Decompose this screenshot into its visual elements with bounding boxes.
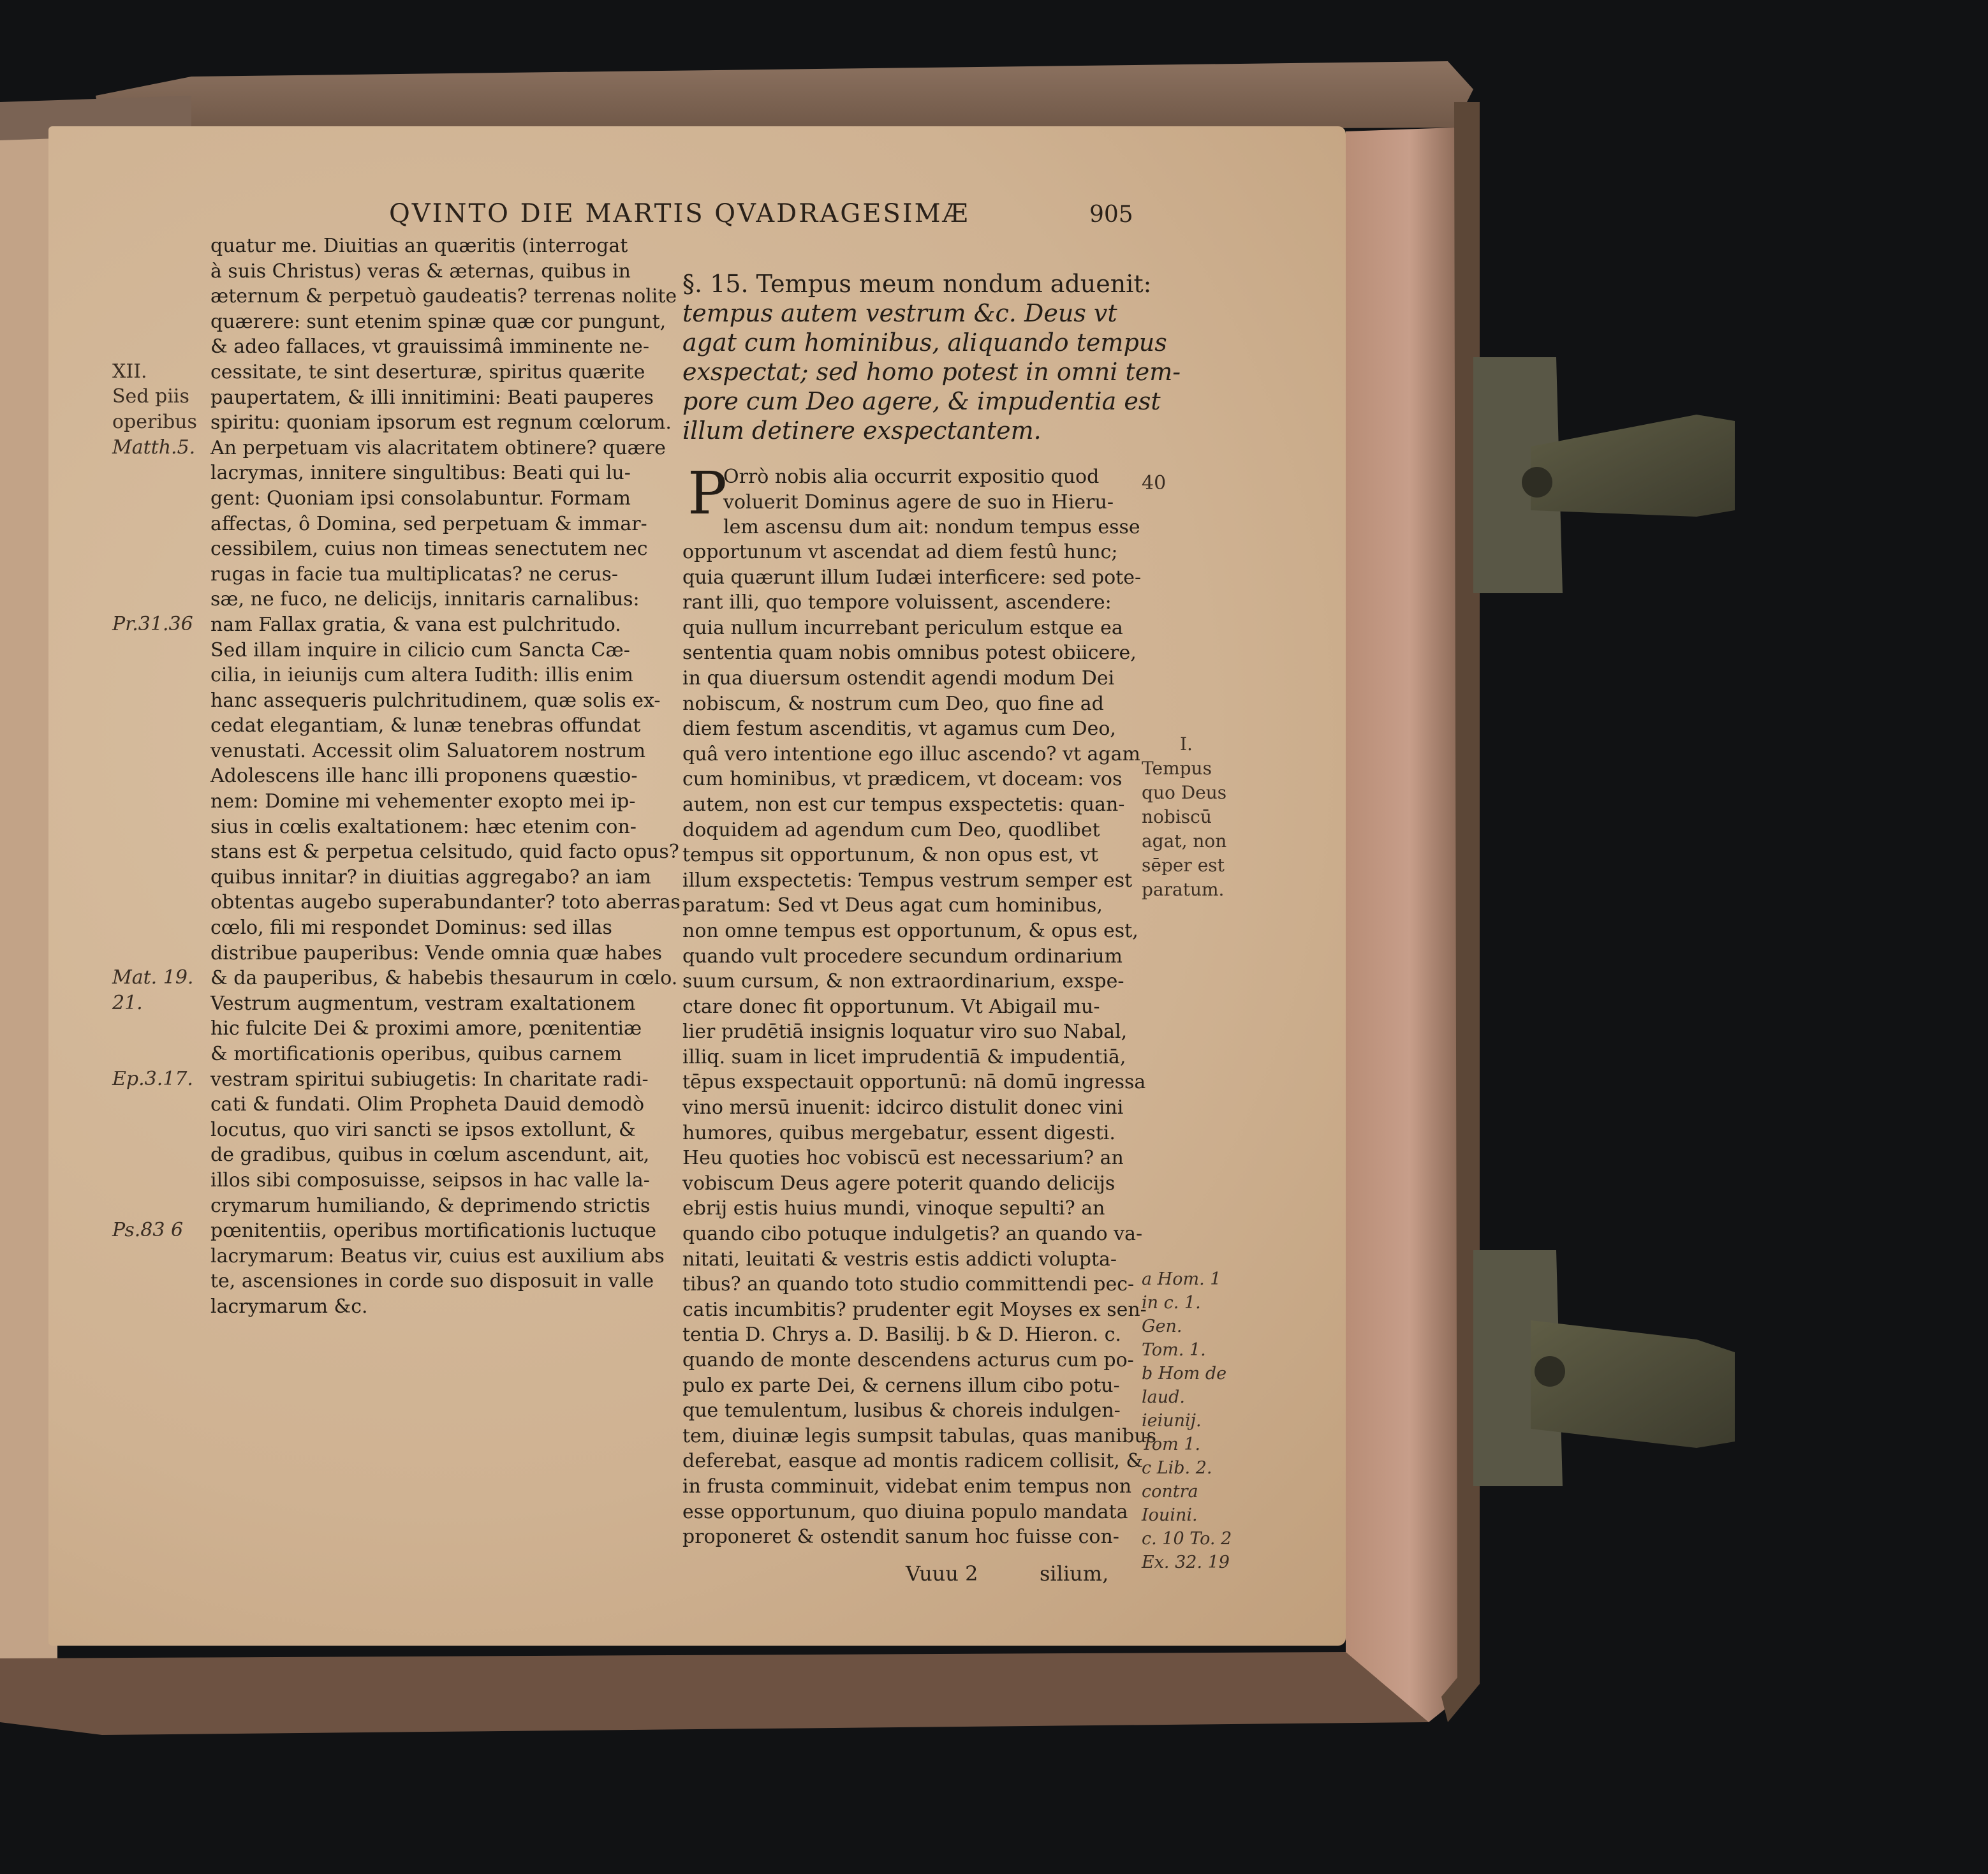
text-line: crymarum humiliando, & deprimendo strictis xyxy=(210,1194,651,1217)
text-line: lacrymarum &c. xyxy=(210,1295,368,1318)
top-cover xyxy=(96,61,1473,134)
signature-mark: Vuuu 2 xyxy=(906,1561,978,1586)
text-line: stans est & perpetua celsitudo, quid facto opus? xyxy=(210,841,679,864)
text-line: lier prudētiā insignis loquatur viro suo Nabal, xyxy=(682,1021,1128,1044)
text-line: que temulentum, lusibus & choreis indulgen- xyxy=(682,1399,1121,1422)
section-margin-note: nobiscū xyxy=(1142,806,1212,827)
text-line: tibus? an quando toto studio committendi pec- xyxy=(682,1273,1135,1296)
text-line: hanc assequeris pulchritudinem, quæ solis ex- xyxy=(210,689,661,712)
margin-note: Matth.5. xyxy=(112,436,196,459)
text-line: proponeret & ostendit sanum hoc fuisse con- xyxy=(682,1526,1119,1549)
text-line: autem, non est cur tempus exspectetis: quan- xyxy=(682,793,1125,816)
text-line: nem: Domine mi vehementer exopto mei ip- xyxy=(210,790,636,813)
text-line: catis incumbitis? prudenter egit Moyses ex sen- xyxy=(682,1298,1147,1321)
right-column-opening xyxy=(723,464,1140,540)
lower-clasp-rivet xyxy=(1535,1356,1565,1387)
section-margin-note: Tempus xyxy=(1142,758,1212,779)
reference-note: ieiunij. xyxy=(1142,1411,1202,1431)
reference-note: laud. xyxy=(1142,1387,1185,1407)
margin-note: Mat. 19. xyxy=(112,966,194,989)
text-line: ctare donec fit opportunum. Vt Abigail mu- xyxy=(682,995,1100,1018)
heading-line: pore cum Deo agere, & impudentia est xyxy=(682,387,1161,415)
text-line: in qua diuersum ostendit agendi modum Dei xyxy=(682,667,1115,690)
text-line: locutus, quo viri sancti se ipsos extollunt, & xyxy=(210,1118,636,1141)
text-line: tentia D. Chrys a. D. Basilij. b & D. Hieron. c. xyxy=(682,1324,1121,1346)
text-line: cessitate, te sint deserturæ, spiritus quærite xyxy=(210,360,645,383)
section-margin-note: quo Deus xyxy=(1142,782,1227,803)
text-line: vino mersū inuenit: idcirco distulit donec vini xyxy=(682,1096,1124,1119)
text-line: Sed illam inquire in cilicio cum Sancta Cæ- xyxy=(210,638,630,661)
page-number: 905 xyxy=(1089,202,1133,228)
text-line: obtentas augebo superabundanter? toto aberras xyxy=(210,891,681,914)
reference-note: Tom 1. xyxy=(1142,1435,1201,1454)
text-line: sæ, ne fuco, ne delicijs, innitaris carnalibus: xyxy=(210,588,640,611)
text-line: sius in cœlis exaltationem: hæc etenim con- xyxy=(210,815,637,838)
text-line: lem ascensu dum ait: nondum tempus esse xyxy=(723,516,1140,539)
text-line: pulo ex parte Dei, & cernens illum cibo potu- xyxy=(682,1374,1120,1397)
text-line: quando de monte descendens acturus cum po- xyxy=(682,1349,1134,1371)
left-text-column xyxy=(210,233,681,1320)
text-line: sententia quam nobis omnibus potest obiicere, xyxy=(682,642,1137,665)
text-line: Adolescens ille hanc illi proponens quæstio- xyxy=(210,765,638,788)
upper-clasp-rivet xyxy=(1522,467,1552,498)
text-line: te, ascensiones in corde suo disposuit in valle xyxy=(210,1270,654,1293)
text-line: à suis Christus) veras & æternas, quibus in xyxy=(210,260,631,283)
text-line: paratum: Sed vt Deus agat cum hominibus, xyxy=(682,894,1103,917)
text-line: quâ vero intentione ego illuc ascendo? vt agam xyxy=(682,742,1140,765)
text-line: pœnitentiis, operibus mortificationis luctuque xyxy=(210,1220,657,1243)
text-line: Heu quoties hoc vobiscū est necessarium? an xyxy=(682,1147,1124,1170)
text-line: affectas, ô Domina, sed perpetuam & immar- xyxy=(210,512,647,535)
running-title: QVINTO DIE MARTIS QVADRAGESIMÆ xyxy=(389,199,970,228)
text-line: diem festum ascenditis, vt agamus cum Deo, xyxy=(682,718,1116,741)
section-heading xyxy=(682,269,1181,445)
reference-note: Gen. xyxy=(1142,1317,1182,1336)
reference-note: c. 10 To. 2 xyxy=(1142,1529,1232,1549)
text-line: An perpetuam vis alacritatem obtinere? quære xyxy=(210,436,666,459)
text-line: deferebat, easque ad montis radicem collisit, & xyxy=(682,1450,1144,1473)
text-line: esse opportunum, quo diuina populo mandata xyxy=(682,1500,1128,1523)
text-line: opportunum vt ascendat ad diem festû hunc; xyxy=(682,541,1118,563)
margin-note: Ps.83 6 xyxy=(112,1219,184,1242)
text-line: quando vult procedere secundum ordinarium xyxy=(682,945,1123,968)
text-line: cum hominibus, vt prædicem, vt doceam: vos xyxy=(682,768,1123,791)
text-line: tem, diuinæ legis sumpsit tabulas, quas manibus xyxy=(682,1424,1157,1447)
heading-line: §. 15. Tempus meum nondum aduenit: xyxy=(682,270,1152,298)
margin-note: Pr.31.36 xyxy=(112,612,193,635)
text-line: humores, quibus mergebatur, essent digesti. xyxy=(682,1121,1115,1144)
text-line: non omne tempus est opportunum, & opus est, xyxy=(682,919,1138,942)
lower-clasp-strap xyxy=(1531,1320,1735,1448)
reference-note: contra xyxy=(1142,1482,1198,1501)
text-line: nobiscum, & nostrum cum Deo, quo fine ad xyxy=(682,692,1104,715)
section-margin-note: agat, non xyxy=(1142,830,1227,852)
text-line: distribue pauperibus: Vende omnia quæ habes xyxy=(210,941,663,964)
text-line: lacrymas, innitere singultibus: Beati qui lu- xyxy=(210,462,631,485)
reference-note: b Hom de xyxy=(1142,1364,1227,1383)
text-line: ebrij estis huius mundi, vinoque sepulti? an xyxy=(682,1197,1105,1220)
margin-note: 21. xyxy=(112,991,143,1014)
text-line: cœlo, fili mi respondet Dominus: sed illas xyxy=(210,917,612,940)
reference-note: in c. 1. xyxy=(1142,1293,1201,1313)
text-line: hic fulcite Dei & proximi amore, pœnitentiæ xyxy=(210,1017,642,1040)
bottom-cover xyxy=(0,1652,1429,1735)
text-line: & adeo fallaces, vt grauissimâ imminente ne- xyxy=(210,336,649,358)
text-line: nitati, leuitati & vestris estis addicti volupta- xyxy=(682,1248,1117,1271)
section-margin-note: sēper est xyxy=(1142,855,1225,876)
text-line: cilia, in ieiunijs cum altera Iudith: illis enim xyxy=(210,664,633,687)
text-line: cessibilem, cuius non timeas senectutem nec xyxy=(210,538,648,561)
text-line: paupertatem, & illi innitimini: Beati pauperes xyxy=(210,386,654,409)
text-line: quia quærunt illum Iudæi interficere: sed pote- xyxy=(682,566,1142,589)
reference-note: c Lib. 2. xyxy=(1142,1458,1212,1478)
section-margin-note: I. xyxy=(1180,734,1193,755)
text-line: æternum & perpetuò gaudeatis? terrenas nolite xyxy=(210,285,677,308)
text-line: rugas in facie tua multiplicatas? ne cerus- xyxy=(210,563,619,586)
text-line: & da pauperibus, & habebis thesaurum in cœlo. xyxy=(210,967,678,990)
text-line: quatur me. Diuitias an quæritis (interrogat xyxy=(210,235,628,257)
right-text-column xyxy=(682,540,1157,1550)
reference-note: a Hom. 1 xyxy=(1142,1269,1221,1289)
section-margin-note: paratum. xyxy=(1142,879,1225,900)
text-line: illos sibi composuisse, seipsos in hac valle la- xyxy=(210,1169,650,1192)
text-line: tēpus exspectauit opportunū: nā domū ingressa xyxy=(682,1071,1146,1094)
text-line: voluerit Dominus agere de suo in Hieru- xyxy=(723,491,1114,513)
text-line: illum exspectetis: Tempus vestrum semper est xyxy=(682,869,1133,892)
heading-line: agat cum hominibus, aliquando tempus xyxy=(682,328,1167,357)
text-line: quibus innitar? in diuitias aggregabo? an iam xyxy=(210,866,651,889)
text-line: quia nullum incurrebant periculum estque ea xyxy=(682,616,1123,639)
text-line: in frusta comminuit, videbat enim tempus non xyxy=(682,1475,1132,1498)
reference-note: Iouini. xyxy=(1142,1505,1198,1525)
text-line: de gradibus, quibus in cœlum ascendunt, ait, xyxy=(210,1144,650,1167)
fore-edge-block xyxy=(1346,128,1473,1722)
text-line: lacrymarum: Beatus vir, cuius est auxilium abs xyxy=(210,1244,665,1267)
catchword: silium, xyxy=(1040,1561,1109,1586)
drop-cap: P xyxy=(688,459,727,528)
text-line: cati & fundati. Olim Propheta Dauid demodò xyxy=(210,1093,645,1116)
text-line: quando cibo potuque indulgetis? an quando va- xyxy=(682,1223,1143,1246)
text-line: vestram spiritui subiugetis: In charitate radi- xyxy=(210,1068,649,1091)
upper-clasp-strap xyxy=(1531,415,1735,517)
text-line: gent: Quoniam ipsi consolabuntur. Formam xyxy=(210,487,631,510)
text-line: doquidem ad agendum cum Deo, quodlibet xyxy=(682,818,1100,841)
heading-line: exspectat; sed homo potest in omni tem- xyxy=(682,358,1181,386)
text-line: suum cursum, & non extraordinarium, exspe- xyxy=(682,970,1124,993)
text-line: & mortificationis operibus, quibus carnem xyxy=(210,1043,622,1065)
margin-note: XII. xyxy=(112,360,147,383)
text-line: tempus sit opportunum, & non opus est, vt xyxy=(682,844,1098,867)
text-line: Orrò nobis alia occurrit expositio quod xyxy=(723,466,1100,488)
margin-note: operibus xyxy=(112,411,197,433)
reference-note: Ex. 32. 19 xyxy=(1142,1553,1230,1572)
margin-note: Sed piis xyxy=(112,385,189,408)
text-line: venustati. Accessit olim Saluatorem nostrum xyxy=(210,739,646,762)
heading-line: illum detinere exspectantem. xyxy=(682,417,1042,445)
heading-line: tempus autem vestrum &c. Deus vt xyxy=(682,299,1117,327)
text-line: quærere: sunt etenim spinæ quæ cor pungunt, xyxy=(210,310,666,333)
text-line: illiq. suam in licet imprudentiā & impudentiā, xyxy=(682,1045,1126,1068)
line-number: 40 xyxy=(1142,472,1167,494)
text-line: rant illi, quo tempore voluissent, ascendere: xyxy=(682,591,1112,614)
text-line: vobiscum Deus agere poterit quando delicijs xyxy=(682,1172,1115,1195)
reference-note: Tom. 1. xyxy=(1142,1340,1206,1360)
text-line: cedat elegantiam, & lunæ tenebras offundat xyxy=(210,714,641,737)
text-line: Vestrum augmentum, vestram exaltationem xyxy=(210,992,636,1015)
margin-note: Ep.3.17. xyxy=(112,1067,193,1090)
text-line: spiritu: quoniam ipsorum est regnum cœlorum. xyxy=(210,411,672,434)
text-line: nam Fallax gratia, & vana est pulchritudo. xyxy=(210,613,621,636)
